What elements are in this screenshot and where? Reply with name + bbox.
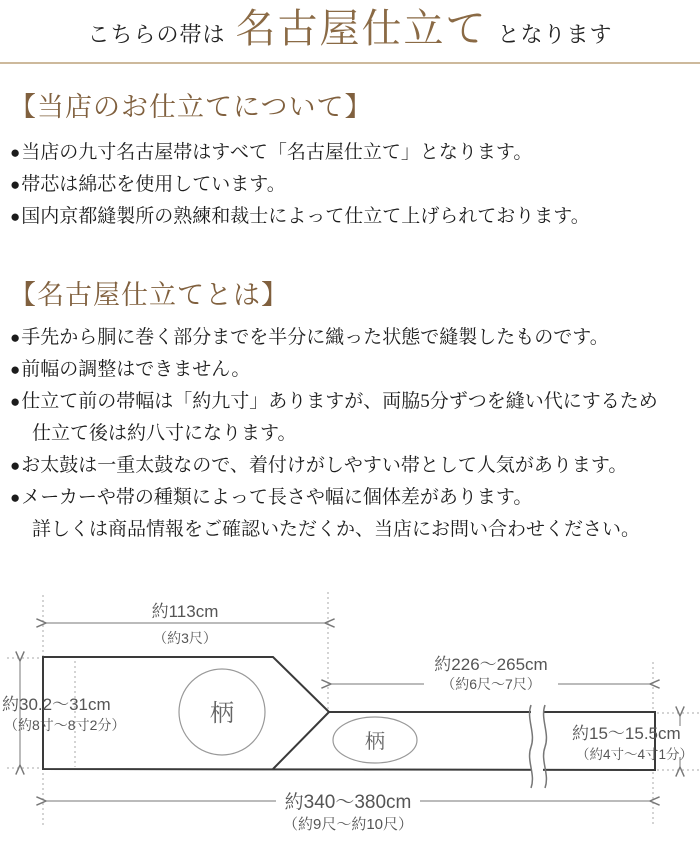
- obi-outline: [43, 657, 655, 770]
- tesaki-length-shaku-label: （約3尺）: [153, 630, 217, 646]
- list-item: [10, 482, 658, 514]
- list-item: [10, 386, 658, 418]
- obi-dimensions-diagram: [0, 580, 700, 840]
- tesaki-length-cm-label: 約113cm: [151, 602, 219, 621]
- narrow-width-cm-label: 約15～15.5cm: [572, 724, 681, 743]
- title-prefix: こちらの帯は: [87, 22, 226, 47]
- body-length-cm-label: 約226～265cm: [434, 655, 548, 674]
- list-item: [10, 354, 658, 386]
- list-item-text: メーカーや帯の種類によって長さや幅に個体差があります。: [21, 487, 533, 508]
- title-suffix: となります: [497, 22, 613, 47]
- bullet-icon: ●: [10, 175, 21, 194]
- list-item-text: 当店の九寸名古屋帯はすべて「名古屋仕立て」となります。: [21, 142, 533, 163]
- section-heading-tailoring-policy: 【当店のお仕立てについて】: [9, 92, 373, 122]
- list-item: [10, 137, 590, 169]
- list-item-text: 仕立て前の帯幅は「約九寸」ありますが、両脇5分ずつを縫い代にするため: [21, 391, 658, 412]
- section-heading-nagoya-jitate: 【名古屋仕立てとは】: [9, 280, 289, 310]
- bullet-icon: ●: [10, 143, 21, 162]
- list-item-text: 詳しくは商品情報をご確認いただくか、当店にお問い合わせください。: [32, 519, 641, 540]
- bullet-list-nagoya-jitate: [10, 322, 658, 546]
- list-item: [10, 322, 658, 354]
- bullet-list-tailoring-policy: [10, 137, 590, 233]
- page-title: [0, 0, 700, 62]
- body-length-shaku-label: （約6尺～7尺）: [441, 676, 541, 692]
- break-mask: [531, 706, 543, 786]
- list-item-text: お太鼓は一重太鼓なので、着付けがしやすい帯として人気があります。: [21, 455, 628, 476]
- list-item-text: 帯芯は綿芯を使用しています。: [21, 174, 286, 195]
- narrow-width-sun-label: （約4寸～4寸1分）: [576, 747, 694, 762]
- list-item-text: 手先から胴に巻く部分までを半分に織った状態で縫製したものです。: [21, 327, 609, 348]
- total-length-shaku-label: （約9尺～約10尺）: [282, 816, 414, 833]
- total-length-cm-label: 約340～380cm: [284, 792, 412, 813]
- pattern-narrow-label: 柄: [365, 731, 385, 753]
- list-item: [10, 169, 590, 201]
- bullet-icon: ●: [10, 328, 21, 347]
- wide-width-cm-label: 約30.2～31cm: [2, 695, 111, 714]
- wide-width-sun-label: （約8寸～8寸2分）: [4, 717, 126, 733]
- bullet-icon: ●: [10, 392, 21, 411]
- pattern-wide-label: 柄: [210, 700, 234, 727]
- bullet-icon: ●: [10, 360, 21, 379]
- bullet-icon: ●: [10, 207, 21, 226]
- list-item-text: 仕立て後は約八寸になります。: [32, 423, 297, 444]
- list-item-continuation: [10, 514, 658, 546]
- list-item-text: 国内京都縫製所の熟練和裁士によって仕立て上げられております。: [21, 206, 590, 227]
- bullet-icon: ●: [10, 488, 21, 507]
- list-item: [10, 201, 590, 233]
- list-item-continuation: [10, 418, 658, 450]
- title-highlight: 名古屋仕立て: [235, 6, 488, 51]
- bullet-icon: ●: [10, 456, 21, 475]
- list-item: [10, 450, 658, 482]
- header-divider: [0, 62, 700, 64]
- list-item-text: 前幅の調整はできません。: [21, 359, 251, 380]
